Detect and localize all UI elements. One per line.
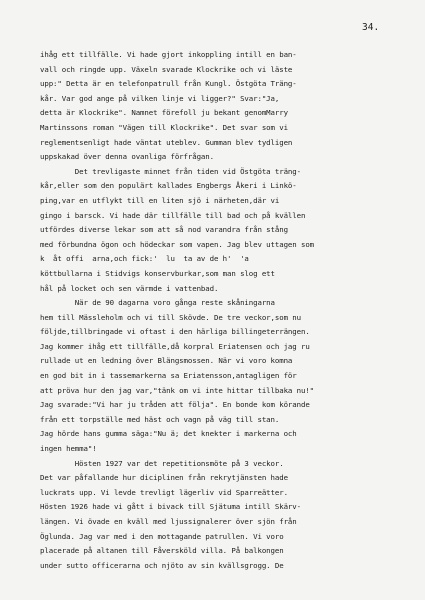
text-line: reglementsenligt hade väntat uteblev. Gumman blev tydligen: [40, 137, 293, 147]
text-line: placerade på altanen till Fåversköld villa. På balkongen: [40, 546, 284, 556]
text-line: hål på locket och sen värmde i vattenbad.: [40, 283, 219, 293]
text-line: ping,var en utflykt till en liten sjö i närheten,där vi: [40, 195, 280, 205]
text-line: rullade ut en ledning över Blängsmossen. När vi voro komna: [40, 356, 293, 366]
text-line: utfördes diverse lekar som att så nod varandra från stång: [40, 225, 288, 235]
text-line: uppskakad över denna ovanliga förfrågan.: [40, 152, 214, 162]
text-line: att pröva hur den jag var,"tänk om vi inte hittar tillbaka nu!": [40, 385, 315, 395]
text-line: Hösten 1926 hade vi gått i bivack till Sjätuma intill Skärv-: [40, 502, 301, 512]
page-number: 34.: [362, 22, 380, 33]
text-line: upp:" Detta är en telefonpatrull från Kungl. Östgöta Träng-: [40, 79, 297, 89]
text-line: ingen hemma"!: [40, 444, 97, 454]
text-line: kår,eller som den populärt kallades Engbergs Åkeri i Linkö-: [40, 181, 297, 191]
text-line: hem till Mässleholm och vi till Skövde. De tre veckor,som nu: [40, 312, 301, 322]
text-line: luckrats upp. Vi levde trevligt lägerliv vid Sparreätter.: [40, 487, 288, 497]
text-line: Jag svarade:"Vi har ju tråden att följa". En bonde kom körande: [40, 400, 310, 410]
text-line: Jag hörde hans gumma säga:"Nu ä; det knekter i markerna och: [40, 429, 297, 439]
text-line: med förbundna ögon och hödeckar som vapen. Jag blev uttagen som: [40, 239, 315, 249]
text-line: från ett torpställe med häst och vagn på väg till stan.: [40, 414, 280, 424]
text-line: under sutto officerarna och njöto av sin kvällsgrogg. De: [40, 560, 284, 570]
text-line: detta är Klockrike". Namnet förefoll ju bekant genomMarry: [40, 108, 288, 118]
text-line: gingo i barsck. Vi hade där tillfälle till bad och på kvällen: [40, 210, 306, 220]
text-line: Det trevligaste minnet från tiden vid Östgöta träng-: [40, 166, 301, 176]
text-line: Hösten 1927 var det repetitionsmöte på 3 veckor.: [40, 458, 284, 468]
text-line: vall och ringde upp. Växeln svarade Klockrike och vi läste: [40, 64, 293, 74]
text-line: Martinssons roman "Vägen till Klockrike". Det svar som vi: [40, 122, 288, 132]
text-line: När de 90 dagarna voro gånga reste skåningarna: [40, 298, 275, 308]
text-line: kår. Var god ange på vilken linje vi ligger?" Svar:"Ja,: [40, 93, 280, 103]
text-line: ihåg ett tillfälle. Vi hade gjort inkoppling intill en ban-: [40, 50, 297, 59]
text-line: längen. Vi övade en kväll med ljussignalerer över sjön från: [40, 517, 297, 526]
text-line: k åt offi arna,och fick:' lu ta av de h' 'a: [40, 254, 249, 264]
text-line: Det var påfallande hur diciplinen från rekrytjänsten hade: [40, 473, 288, 483]
text-line: följde,tillbringade vi oftast i den härliga billingeterrängen.: [40, 327, 310, 337]
text-line: en god bit in i tassemarkerna sa Eriatensson,antagligen för: [40, 371, 297, 381]
body-text: [40, 48, 408, 573]
text-line: Öglunda. Jag var med i den mottagande patrullen. Vi voro: [40, 531, 284, 541]
text-line: köttbullarna i Stidvigs konservburkar,som man slog ett: [40, 268, 275, 278]
text-line: Jag kommer ihåg ett tillfälle,då korpral Eriatensen och jag ru: [40, 341, 310, 351]
